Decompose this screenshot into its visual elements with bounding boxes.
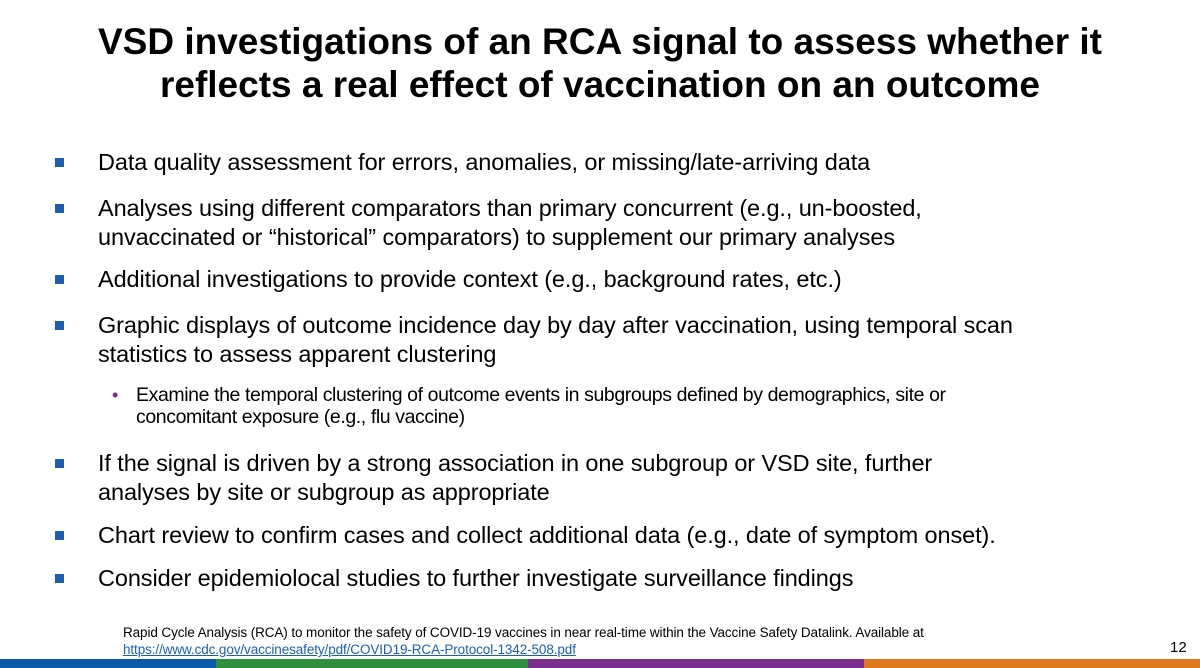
footnote-text: Rapid Cycle Analysis (RCA) to monitor the safety of COVID-19 vaccines in near real-time within the Vaccine Safety Datalink. Available at: [123, 625, 924, 640]
footnote: [123, 624, 1123, 658]
bottom-bar-segment: [0, 659, 216, 668]
square-bullet-icon: [55, 275, 64, 284]
page-number: 12: [1170, 639, 1187, 656]
bullet-line: Analyses using different comparators than primary concurrent (e.g., un-boosted,: [98, 195, 922, 221]
bullet-text: [98, 521, 1168, 550]
slide-title-line-2: reflects a real effect of vaccination on an outcome: [159, 64, 1041, 105]
slide-title-line-1: VSD investigations of an RCA signal to assess whether it: [97, 21, 1103, 62]
bottom-bar-segment: [864, 659, 1200, 668]
bottom-bar-segment: [216, 659, 528, 668]
bullet-line: If the signal is driven by a strong association in one subgroup or VSD site, further: [98, 450, 933, 476]
bullet-text: [98, 564, 1168, 593]
bullet-text: [98, 311, 1168, 369]
bullet-text: [98, 148, 1168, 177]
square-bullet-icon: [55, 158, 64, 167]
sub-bullet-line: Examine the temporal clustering of outcome events in subgroups defined by demographics, site or: [136, 384, 946, 406]
square-bullet-icon: [55, 321, 64, 330]
bullet-line: Graphic displays of outcome incidence day by day after vaccination, using temporal scan: [98, 312, 1013, 338]
bullet-line: Data quality assessment for errors, anomalies, or missing/late-arriving data: [98, 149, 871, 175]
square-bullet-icon: [55, 204, 64, 213]
round-bullet-icon: •: [112, 385, 119, 405]
bullet-text: [98, 265, 1168, 294]
square-bullet-icon: [55, 459, 64, 468]
bullet-text: [98, 194, 1168, 252]
bullet-line: unvaccinated or “historical” comparators) to supplement our primary analyses: [98, 224, 895, 250]
footnote-link[interactable]: https://www.cdc.gov/vaccinesafety/pdf/COVID19-RCA-Protocol-1342-508.pdf: [123, 642, 576, 657]
sub-bullet-line: concomitant exposure (e.g., flu vaccine): [136, 406, 465, 428]
bullet-line: analyses by site or subgroup as appropriate: [98, 479, 550, 505]
bullet-line: statistics to assess apparent clustering: [98, 341, 497, 367]
bullet-text: [98, 449, 1168, 507]
sub-bullet-text: [136, 384, 1166, 428]
bullet-line: Additional investigations to provide context (e.g., background rates, etc.): [98, 266, 842, 292]
bullet-line: Chart review to confirm cases and collect additional data (e.g., date of symptom onset).: [98, 522, 996, 548]
bottom-bar-segment: [528, 659, 864, 668]
square-bullet-icon: [55, 531, 64, 540]
bullet-line: Consider epidemiolocal studies to further investigate surveillance findings: [98, 565, 854, 591]
bottom-color-bar: [0, 659, 1200, 668]
square-bullet-icon: [55, 574, 64, 583]
